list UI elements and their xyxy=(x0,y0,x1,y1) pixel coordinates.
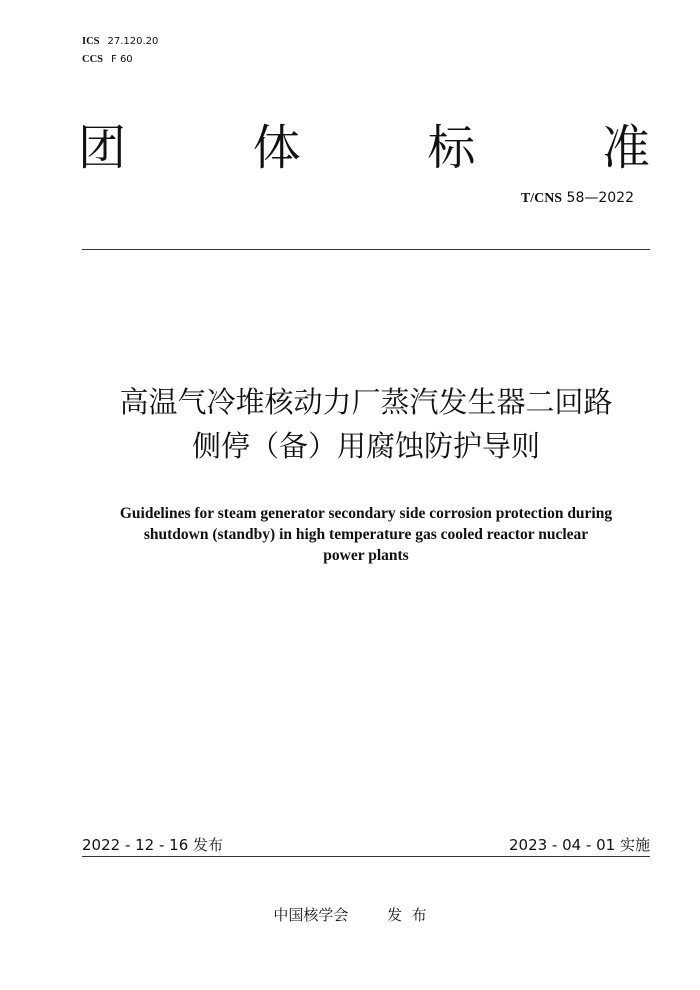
ics-label: ICS xyxy=(82,36,100,47)
header-divider xyxy=(82,249,650,250)
ics-code xyxy=(82,33,158,51)
title-chinese-line2: 侧停（备）用腐蚀防护导则 xyxy=(191,429,540,463)
standard-type-char: 准 xyxy=(601,120,650,176)
ccs-code xyxy=(82,51,158,69)
title-english xyxy=(60,503,672,566)
standard-type-char: 体 xyxy=(252,120,301,176)
issue-date: 2022 - 12 - 16 发布 xyxy=(82,836,224,854)
ccs-label: CCS xyxy=(82,54,104,65)
title-chinese-line1: 高温气冷堆核动力厂蒸汽发生器二回路 xyxy=(119,385,613,419)
title-chinese xyxy=(50,380,682,468)
publisher-line xyxy=(0,904,700,925)
standard-number-value: 58—2022 xyxy=(566,190,634,206)
title-english-line2: shutdown (standby) in high temperature gas cooled reactor nuclear xyxy=(143,526,589,543)
standard-number xyxy=(521,190,634,207)
standard-type-char: 标 xyxy=(427,120,476,176)
title-english-line1: Guidelines for steam generator secondary side corrosion protection during xyxy=(119,505,613,522)
standard-type-char: 团 xyxy=(78,120,127,176)
footer-divider xyxy=(82,856,650,857)
title-english-line3: power plants xyxy=(323,547,409,564)
publisher-action: 发 布 xyxy=(387,906,427,924)
publisher-name: 中国核学会 xyxy=(273,906,349,924)
ics-value: 27.120.20 xyxy=(107,36,159,47)
implementation-date: 2023 - 04 - 01 实施 xyxy=(508,836,650,854)
classification-codes xyxy=(82,33,158,69)
standard-type-heading xyxy=(78,118,650,178)
ccs-value: F 60 xyxy=(111,54,133,65)
standard-number-prefix: T/CNS xyxy=(520,191,563,206)
